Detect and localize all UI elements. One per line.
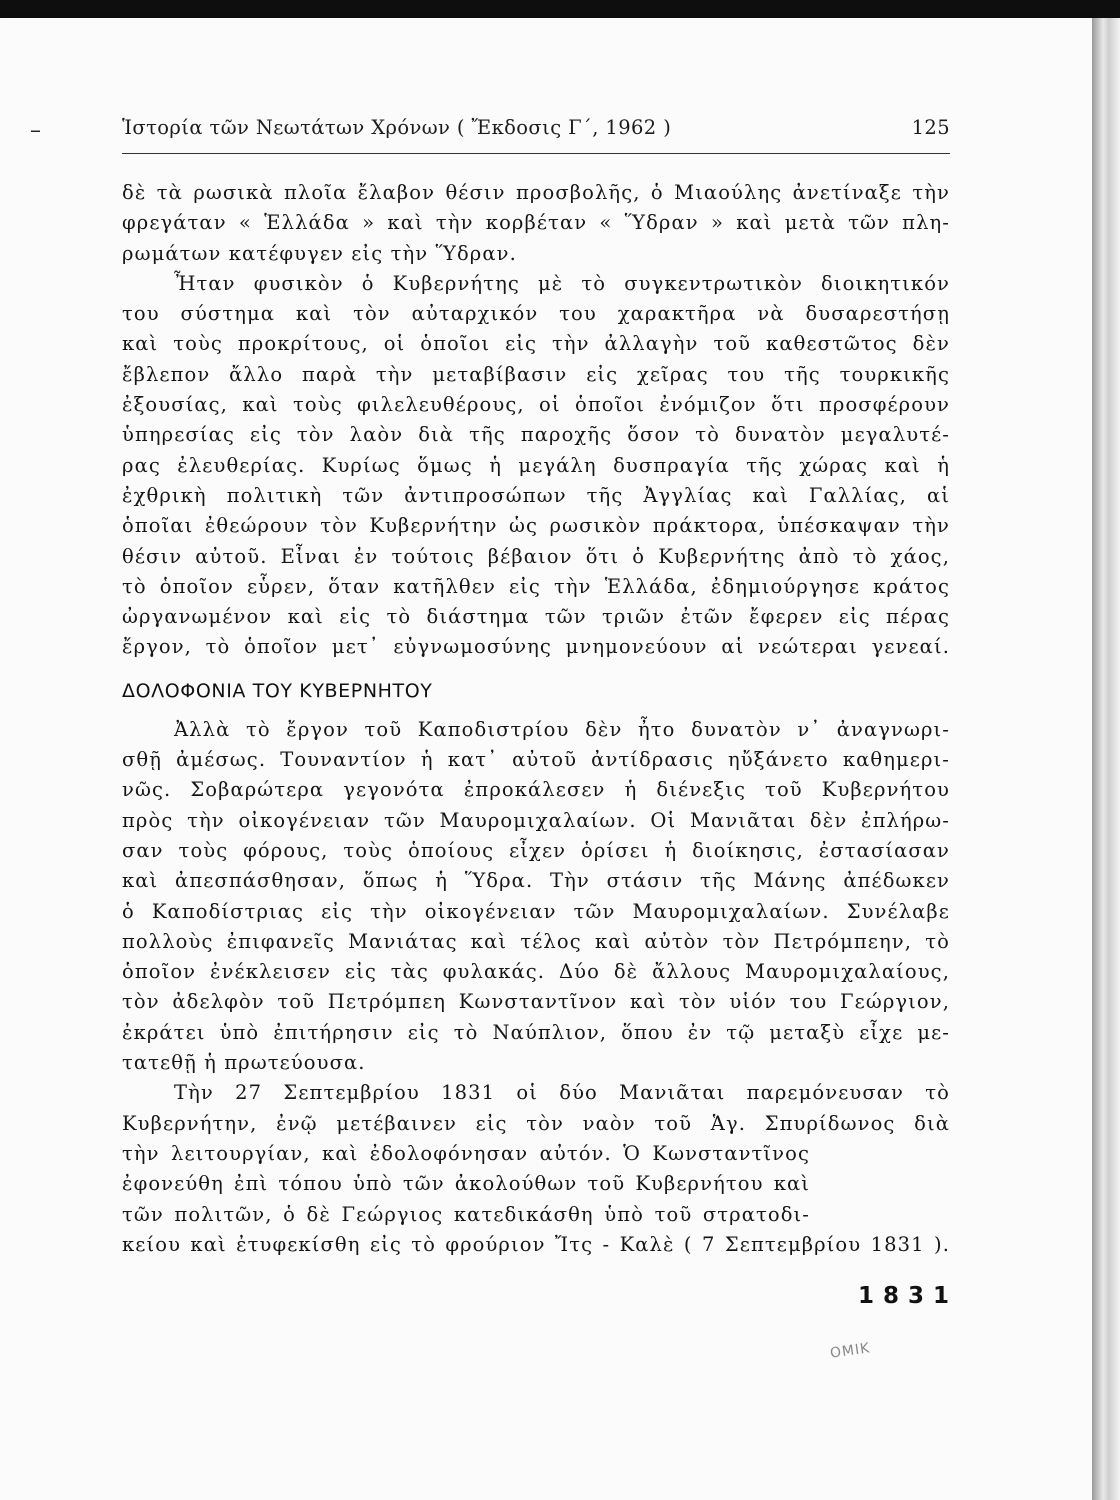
- text-line: τῶν πολιτῶν, ὁ δὲ Γεώργιος κατεδικάσθη ὑπὸ τοῦ στρατοδι-: [122, 1202, 810, 1226]
- text-line: ἔργον, τὸ ὁποῖον μετ᾽ εὐγνωμοσύνης μνημονεύουν αἱ νεώτεραι γενεαί.: [122, 635, 950, 659]
- text-line: δὲ τὰ ρωσικὰ πλοῖα ἔλαβον θέσιν προσβολῆς, ὁ Μιαούλης ἀνετίναξε τὴν: [122, 181, 950, 204]
- text-line: ἔβλεπον ἄλλο παρὰ τὴν μεταβίβασιν εἰς χεῖρας του τῆς τουρκικῆς: [122, 362, 950, 386]
- text-line: ὁ Καποδίστριας εἰς τὴν οἰκογένειαν τῶν Μαυρομιχαλαίων. Συνέλαβε: [122, 899, 950, 923]
- text-line: πρὸς τὴν οἰκογένειαν τῶν Μαυρομιχαλαίων. Οἱ Μανιᾶται δὲν ἐπλήρω-: [122, 808, 950, 832]
- text-line: νῶς. Σοβαρώτερα γεγονότα ἐπροκάλεσεν ἡ διένεξις τοῦ Κυβερνήτου: [122, 778, 950, 802]
- margin-dash: –: [30, 118, 41, 143]
- text-line: ἐφονεύθη ἐπὶ τόπου ὑπὸ τῶν ἀκολούθων τοῦ Κυβερνήτου καὶ: [122, 1172, 810, 1196]
- margin-year-label: 1831: [858, 1283, 959, 1309]
- faint-stamp: ΟΜΙΚ: [829, 1340, 872, 1362]
- text-line: Ἦταν φυσικὸν ὁ Κυβερνήτης μὲ τὸ συγκεντρωτικὸν διοικητικόν: [174, 271, 950, 295]
- text-line: κείου καὶ ἐτυφεκίσθη εἰς τὸ φρούριον Ἴτς - Καλὲ ( 7 Σεπτεμβρίου 1831 ).: [122, 1232, 950, 1256]
- text-line: σαν τοὺς φόρους, τοὺς ὁποίους εἶχεν ὁρίσει ἡ διοίκησις, ἐστασίασαν: [122, 838, 950, 862]
- text-line: φρεγάταν « Ἑλλάδα » καὶ τὴν κορβέταν « Ὕδραν » καὶ μετὰ τῶν πλη-: [122, 211, 950, 235]
- text-line: Ἀλλὰ τὸ ἔργον τοῦ Καποδιστρίου δὲν ἦτο δυνατὸν ν᾽ ἀναγνωρι-: [174, 717, 950, 741]
- paragraph-assassination: [122, 1078, 950, 1260]
- text-line: τὸν ἀδελφὸν τοῦ Πετρόμπεη Κωνσταντῖνον καὶ τὸν υἱόν του Γεώργιον,: [122, 990, 950, 1014]
- header-rule: [122, 153, 950, 154]
- page-number: 125: [911, 116, 950, 139]
- text-line: σθῇ ἀμέσως. Τουναντίον ἡ κατ᾽ αὐτοῦ ἀντίδρασις ηὔξάνετο καθημερι-: [122, 748, 950, 772]
- text-line: καὶ τοὺς προκρίτους, οἱ ὁποῖοι εἰς τὴν ἀλλαγὴν τοῦ καθεστῶτος δὲν: [122, 332, 950, 356]
- text-line: θέσιν αὐτοῦ. Εἶναι ἐν τούτοις βέβαιον ὅτι ὁ Κυβερνήτης ἀπὸ τὸ χάος,: [122, 544, 950, 568]
- text-line: Κυβερνήτην, ἐνῷ μετέβαινεν εἰς τὸν ναὸν τοῦ Ἁγ. Σπυρίδωνος διὰ: [122, 1111, 950, 1135]
- scan-top-border: [0, 0, 1120, 18]
- text-line: ὑπηρεσίας εἰς τὸν λαὸν διὰ τῆς παροχῆς ὅσον τὸ δυνατὸν μεγαλυτέ-: [122, 423, 950, 447]
- text-line: ὁποῖαι ἐθεώρουν τὸν Κυβερνήτην ὡς ρωσικὸν πράκτορα, ὑπέσκαψαν τὴν: [122, 514, 950, 538]
- text-line: του σύστημα καὶ τὸν αὐταρχικόν του χαρακτῆρα νὰ δυσαρεστήσῃ: [122, 302, 950, 326]
- text-line: τὸ ὁποῖον εὗρεν, ὅταν κατῆλθεν εἰς τὴν Ἑλλάδα, ἐδημιούργησε κράτος: [122, 574, 950, 598]
- text-line: ἐκράτει ὑπὸ ἐπιτήρησιν εἰς τὸ Ναύπλιον, ὅπου ἐν τῷ μεταξὺ εἶχε με-: [122, 1020, 950, 1044]
- text-line: Τὴν 27 Σεπτεμβρίου 1831 οἱ δύο Μανιᾶται παρεμόνευσαν τὸ: [174, 1081, 950, 1105]
- page-body: [122, 178, 950, 1260]
- page-edge: [1092, 18, 1120, 1500]
- running-header: [122, 116, 950, 139]
- text-line: ὁποῖον ἐνέκλεισεν εἰς τὰς φυλακάς. Δύο δὲ ἄλλους Μαυρομιχαλαίους,: [122, 960, 950, 984]
- text-line: ἐχθρικὴ πολιτικὴ τῶν ἀντιπροσώπων τῆς Ἀγγλίας καὶ Γαλλίας, αἱ: [122, 483, 950, 507]
- text-line: ρωμάτων κατέφυγεν εἰς τὴν Ὕδραν.: [122, 241, 517, 265]
- text-line: ἐξουσίας, καὶ τοὺς φιλελευθέρους, οἱ ὁποῖοι ἐνόμιζον ὅτι προσφέρουν: [122, 393, 950, 417]
- paragraph-governor: [122, 269, 950, 663]
- paragraph-assassination-context: [122, 715, 950, 1079]
- text-line: ὠργανωμένον καὶ εἰς τὸ διάστημα τῶν τριῶν ἐτῶν ἔφερεν εἰς πέρας: [122, 605, 950, 629]
- text-line: τὴν λειτουργίαν, καὶ ἐδολοφόνησαν αὐτόν. Ὁ Κωνσταντῖνος: [122, 1141, 810, 1165]
- section-heading: ΔΟΛΟΦΟΝΙΑ ΤΟΥ ΚΥΒΕΡΝΗΤΟΥ: [122, 679, 433, 702]
- text-line: τατεθῇ ἡ πρωτεύουσα.: [122, 1051, 366, 1075]
- text-line: πολλοὺς ἐπιφανεῖς Μανιάτας καὶ τέλος καὶ αὐτὸν τὸν Πετρόμπεην, τὸ: [122, 929, 950, 953]
- paragraph-continued: [122, 178, 950, 269]
- text-line: ρας ἐλευθερίας. Κυρίως ὅμως ἡ μεγάλη δυσπραγία τῆς χώρας καὶ ἡ: [122, 453, 950, 477]
- running-title: Ἱστορία τῶν Νεωτάτων Χρόνων ( Ἔκδοσις Γ΄, 1962 ): [122, 116, 672, 139]
- text-line: καὶ ἀπεσπάσθησαν, ὅπως ἡ Ὕδρα. Τὴν στάσιν τῆς Μάνης ἀπέδωκεν: [122, 869, 950, 893]
